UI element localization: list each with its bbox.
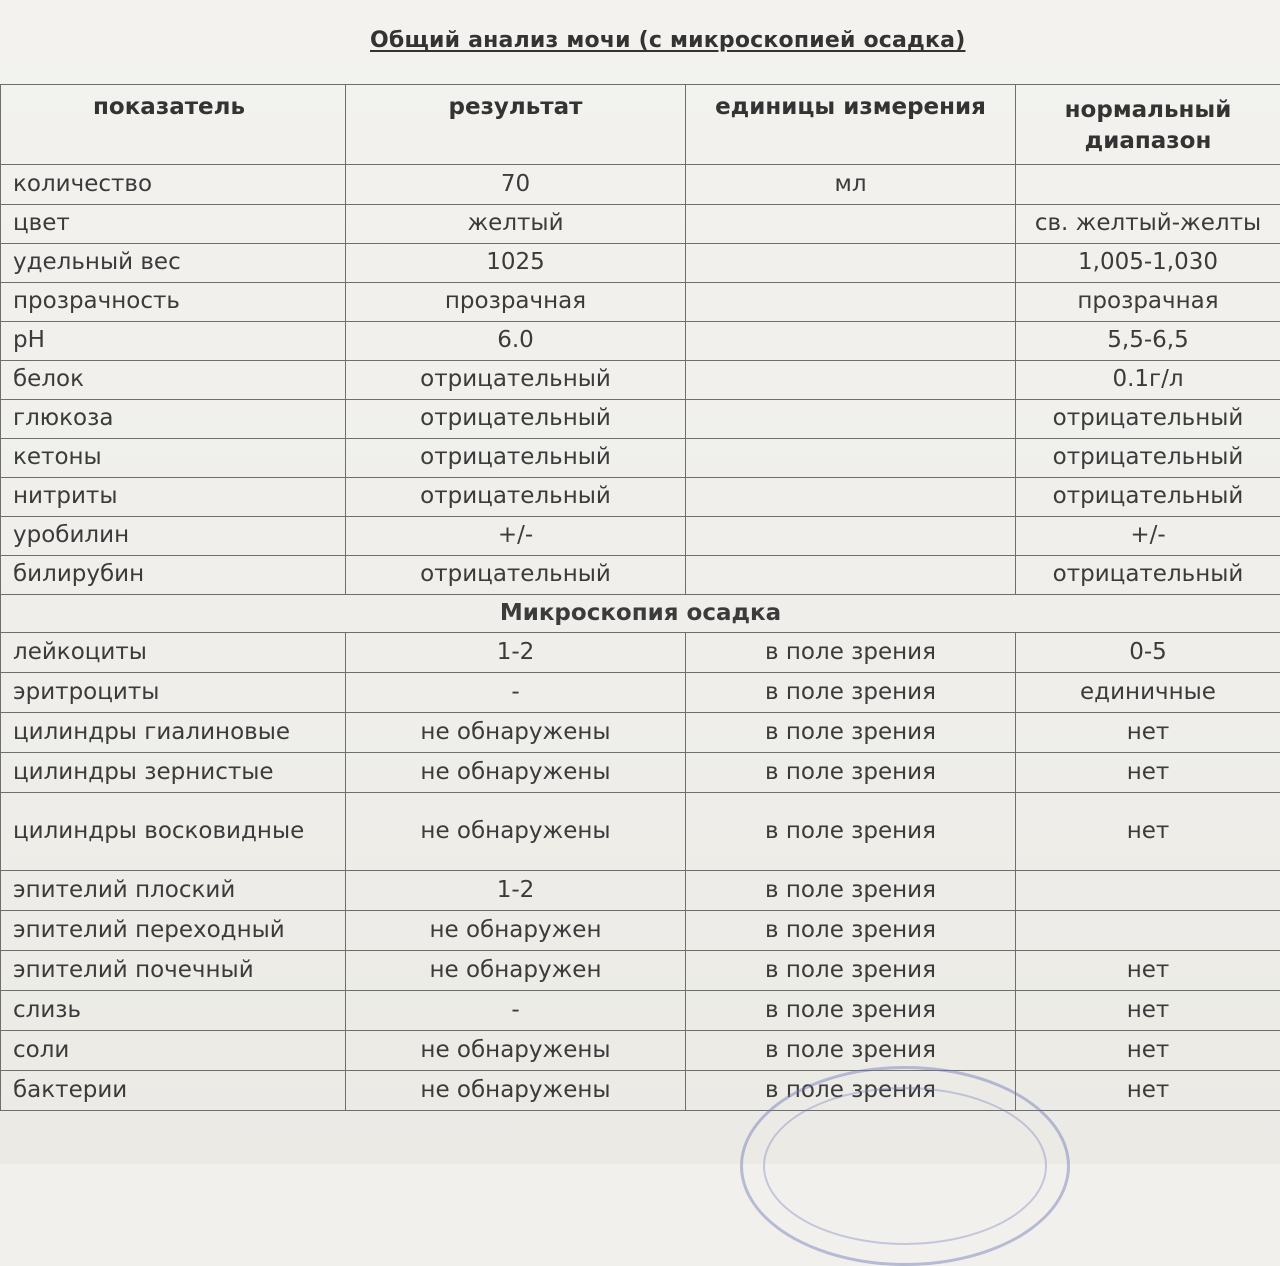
cell-indicator: эпителий плоский: [1, 871, 346, 911]
table-row: [1, 951, 1280, 991]
cell-result: желтый: [346, 205, 686, 244]
cell-normal: прозрачная: [1016, 283, 1280, 322]
cell-normal: нет: [1016, 951, 1280, 991]
stamp-seal: [740, 1066, 1070, 1266]
cell-result: -: [346, 673, 686, 713]
cell-units: [686, 400, 1016, 439]
cell-units: в поле зрения: [686, 951, 1016, 991]
cell-result: отрицательный: [346, 478, 686, 517]
table-row: [1, 793, 1280, 871]
section-microscopy: [1, 633, 1280, 1111]
cell-normal: нет: [1016, 1031, 1280, 1071]
cell-result: не обнаружены: [346, 753, 686, 793]
header-indicator: показатель: [1, 85, 346, 165]
cell-normal: 5,5-6,5: [1016, 322, 1280, 361]
cell-indicator: цилиндры гиалиновые: [1, 713, 346, 753]
urinalysis-table: [0, 84, 1280, 1111]
cell-indicator: цилиндры зернистые: [1, 753, 346, 793]
cell-normal: 0-5: [1016, 633, 1280, 673]
cell-result: не обнаружены: [346, 1071, 686, 1111]
cell-units: в поле зрения: [686, 1071, 1016, 1111]
cell-result: не обнаружены: [346, 793, 686, 871]
table-row: [1, 322, 1280, 361]
header-result: результат: [346, 85, 686, 165]
cell-normal: 1,005-1,030: [1016, 244, 1280, 283]
table-row: [1, 205, 1280, 244]
cell-units: мл: [686, 165, 1016, 205]
table-row: [1, 283, 1280, 322]
cell-normal: нет: [1016, 753, 1280, 793]
cell-result: отрицательный: [346, 439, 686, 478]
table-row: [1, 439, 1280, 478]
cell-indicator: эпителий переходный: [1, 911, 346, 951]
cell-indicator: прозрачность: [1, 283, 346, 322]
cell-units: в поле зрения: [686, 713, 1016, 753]
table-row: [1, 713, 1280, 753]
cell-units: [686, 439, 1016, 478]
cell-units: [686, 205, 1016, 244]
cell-units: в поле зрения: [686, 633, 1016, 673]
cell-normal: нет: [1016, 1071, 1280, 1111]
table-row: [1, 1031, 1280, 1071]
cell-indicator: pH: [1, 322, 346, 361]
cell-result: -: [346, 991, 686, 1031]
cell-units: [686, 283, 1016, 322]
header-units: единицы измерения: [686, 85, 1016, 165]
cell-indicator: нитриты: [1, 478, 346, 517]
table-row: [1, 361, 1280, 400]
cell-result: отрицательный: [346, 556, 686, 595]
table-row: [1, 871, 1280, 911]
cell-indicator: эпителий почечный: [1, 951, 346, 991]
cell-result: 1-2: [346, 871, 686, 911]
cell-result: +/-: [346, 517, 686, 556]
table-row: [1, 911, 1280, 951]
cell-indicator: лейкоциты: [1, 633, 346, 673]
table-row: [1, 556, 1280, 595]
section-microscopy-header: [1, 595, 1280, 633]
table-row: [1, 517, 1280, 556]
cell-indicator: бактерии: [1, 1071, 346, 1111]
cell-indicator: уробилин: [1, 517, 346, 556]
cell-normal: отрицательный: [1016, 556, 1280, 595]
cell-normal: нет: [1016, 793, 1280, 871]
cell-result: отрицательный: [346, 361, 686, 400]
cell-units: [686, 361, 1016, 400]
cell-units: в поле зрения: [686, 1031, 1016, 1071]
cell-indicator: кетоны: [1, 439, 346, 478]
cell-result: не обнаружены: [346, 1031, 686, 1071]
table-row: [1, 753, 1280, 793]
cell-indicator: цилиндры восковидные: [1, 793, 346, 871]
cell-normal: отрицательный: [1016, 400, 1280, 439]
cell-units: [686, 322, 1016, 361]
table-row: [1, 1071, 1280, 1111]
cell-units: [686, 244, 1016, 283]
section-basic: [1, 165, 1280, 595]
document-title: Общий анализ мочи (с микроскопией осадка): [370, 28, 990, 53]
cell-indicator: удельный вес: [1, 244, 346, 283]
cell-units: в поле зрения: [686, 991, 1016, 1031]
cell-normal: единичные: [1016, 673, 1280, 713]
cell-units: [686, 517, 1016, 556]
cell-indicator: эритроциты: [1, 673, 346, 713]
cell-normal: [1016, 911, 1280, 951]
cell-indicator: белок: [1, 361, 346, 400]
cell-units: [686, 556, 1016, 595]
table-row: [1, 991, 1280, 1031]
cell-indicator: слизь: [1, 991, 346, 1031]
table-row: [1, 633, 1280, 673]
cell-result: отрицательный: [346, 400, 686, 439]
cell-normal: св. желтый-желты: [1016, 205, 1280, 244]
cell-indicator: количество: [1, 165, 346, 205]
cell-result: 6.0: [346, 322, 686, 361]
table-row: [1, 165, 1280, 205]
cell-normal: нет: [1016, 713, 1280, 753]
table-row: [1, 400, 1280, 439]
cell-indicator: глюкоза: [1, 400, 346, 439]
cell-normal: +/-: [1016, 517, 1280, 556]
table-row: [1, 673, 1280, 713]
cell-result: 1-2: [346, 633, 686, 673]
cell-normal: [1016, 165, 1280, 205]
cell-result: прозрачная: [346, 283, 686, 322]
cell-units: в поле зрения: [686, 673, 1016, 713]
cell-result: не обнаружены: [346, 713, 686, 753]
cell-indicator: соли: [1, 1031, 346, 1071]
table-row: [1, 244, 1280, 283]
cell-indicator: цвет: [1, 205, 346, 244]
cell-result: не обнаружен: [346, 951, 686, 991]
table-row: [1, 478, 1280, 517]
cell-result: 1025: [346, 244, 686, 283]
cell-normal: отрицательный: [1016, 478, 1280, 517]
cell-units: в поле зрения: [686, 793, 1016, 871]
cell-indicator: билирубин: [1, 556, 346, 595]
cell-normal: отрицательный: [1016, 439, 1280, 478]
cell-normal: 0.1г/л: [1016, 361, 1280, 400]
header-normal: нормальный диапазон: [1016, 85, 1280, 165]
cell-result: не обнаружен: [346, 911, 686, 951]
header-row: [1, 85, 1280, 165]
cell-normal: нет: [1016, 991, 1280, 1031]
cell-units: в поле зрения: [686, 753, 1016, 793]
cell-normal: [1016, 871, 1280, 911]
cell-result: 70: [346, 165, 686, 205]
cell-units: в поле зрения: [686, 871, 1016, 911]
cell-units: [686, 478, 1016, 517]
section-title: Микроскопия осадка: [1, 595, 1280, 633]
cell-units: в поле зрения: [686, 911, 1016, 951]
